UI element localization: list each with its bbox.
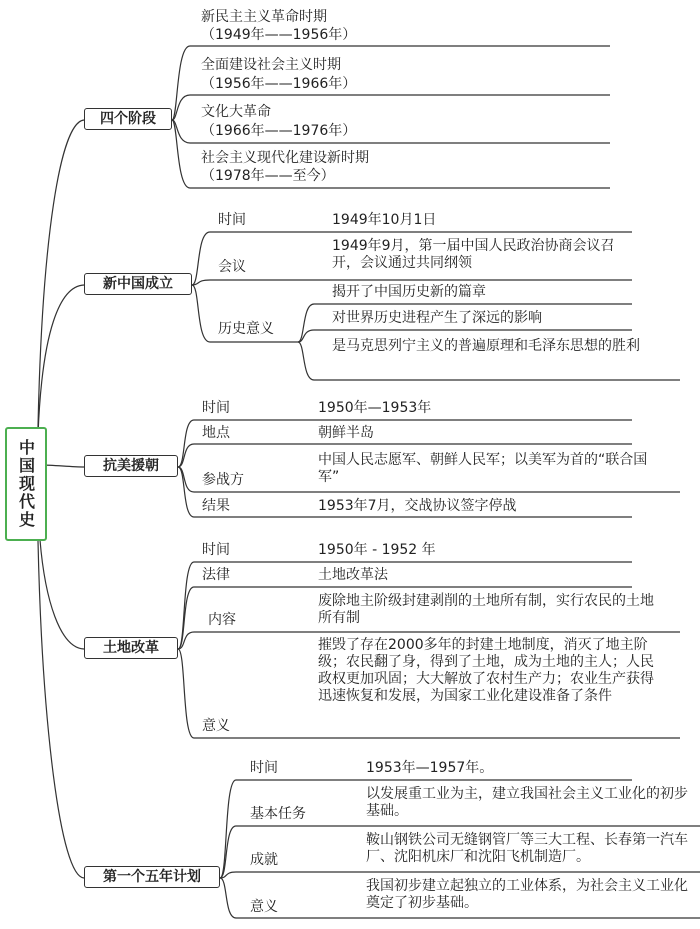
significance-item: 对世界历史进程产生了深远的影响 xyxy=(332,310,542,326)
founding-significance-label: 历史意义 xyxy=(218,321,274,337)
land-row-label: 时间 xyxy=(202,542,230,558)
plan-row-label: 时间 xyxy=(250,760,278,776)
stage-name: 社会主义现代化建设新时期 xyxy=(201,150,369,166)
land-row-value: 1950年 - 1952 年 xyxy=(318,542,436,558)
land-row-value: 土地改革法 xyxy=(318,567,388,583)
significance-item: 揭开了中国历史新的篇章 xyxy=(332,284,486,300)
plan-row-label: 意义 xyxy=(250,899,278,915)
land-row-value: 废除地主阶级封建剥削的土地所有制，实行农民的土地所有制 xyxy=(318,593,654,626)
land-row-label: 内容 xyxy=(208,612,236,628)
branch-land-reform xyxy=(84,637,178,659)
stage-range: （1978年——至今） xyxy=(201,168,335,184)
founding-meeting-value: 1949年9月，第一届中国人民政治协商会议召开，会议通过共同纲领 xyxy=(332,238,615,271)
founding-meeting-label: 会议 xyxy=(218,259,246,275)
branch-four-stages xyxy=(84,108,172,130)
branch-founding xyxy=(84,273,192,295)
stage-name: 新民主主义革命时期 xyxy=(201,9,327,25)
branch-label: 第一个五年计划 xyxy=(103,869,201,885)
plan-row-value: 鞍山钢铁公司无缝钢管厂等三大工程、长春第一汽车厂、沈阳机床厂和沈阳飞机制造厂。 xyxy=(366,832,688,865)
korea-row-value: 中国人民志愿军、朝鲜人民军；以美军为首的“联合国军” xyxy=(318,452,648,485)
branch-label: 新中国成立 xyxy=(103,276,173,292)
korea-row-value: 1950年—1953年 xyxy=(318,400,432,416)
founding-time-label: 时间 xyxy=(218,212,246,228)
korea-row-label: 参战方 xyxy=(202,472,244,488)
korea-row-value: 朝鲜半岛 xyxy=(318,425,374,441)
significance-item: 是马克思列宁主义的普遍原理和毛泽东思想的胜利 xyxy=(332,338,640,354)
stage-range: （1949年——1956年） xyxy=(201,27,357,43)
root-node xyxy=(5,427,47,541)
korea-row-label: 时间 xyxy=(202,400,230,416)
korea-row-value: 1953年7月，交战协议签字停战 xyxy=(318,498,517,514)
land-row-label: 意义 xyxy=(202,718,230,734)
stage-range: （1966年——1976年） xyxy=(201,123,357,139)
branch-label: 土地改革 xyxy=(103,640,159,656)
korea-row-label: 结果 xyxy=(202,498,230,514)
branch-five-year-plan xyxy=(84,866,220,888)
branch-label: 四个阶段 xyxy=(100,111,156,127)
land-row-value: 摧毁了存在2000多年的封建土地制度，消灭了地主阶级；农民翻了身，得到了土地，成为土地的主人；人民政权更加巩固；大大解放了农村生产力；农业生产获得迅速恢复和发展，为国家工业化建设准备了条件 xyxy=(318,637,654,704)
founding-time-value: 1949年10月1日 xyxy=(332,212,437,228)
stage-name: 文化大革命 xyxy=(201,104,271,120)
plan-row-value: 1953年—1957年。 xyxy=(366,760,494,776)
land-row-label: 法律 xyxy=(202,567,230,583)
plan-row-value: 以发展重工业为主，建立我国社会主义工业化的初步基础。 xyxy=(366,786,688,819)
stage-name: 全面建设社会主义时期 xyxy=(201,57,341,73)
branch-label: 抗美援朝 xyxy=(103,458,159,474)
korea-row-label: 地点 xyxy=(202,425,230,441)
stage-range: （1956年——1966年） xyxy=(201,76,357,92)
root-label: 中国现代史 xyxy=(16,439,36,529)
plan-row-value: 我国初步建立起独立的工业体系，为社会主义工业化奠定了初步基础。 xyxy=(366,878,688,911)
branch-korea xyxy=(84,455,178,477)
plan-row-label: 成就 xyxy=(250,852,278,868)
plan-row-label: 基本任务 xyxy=(250,806,306,822)
